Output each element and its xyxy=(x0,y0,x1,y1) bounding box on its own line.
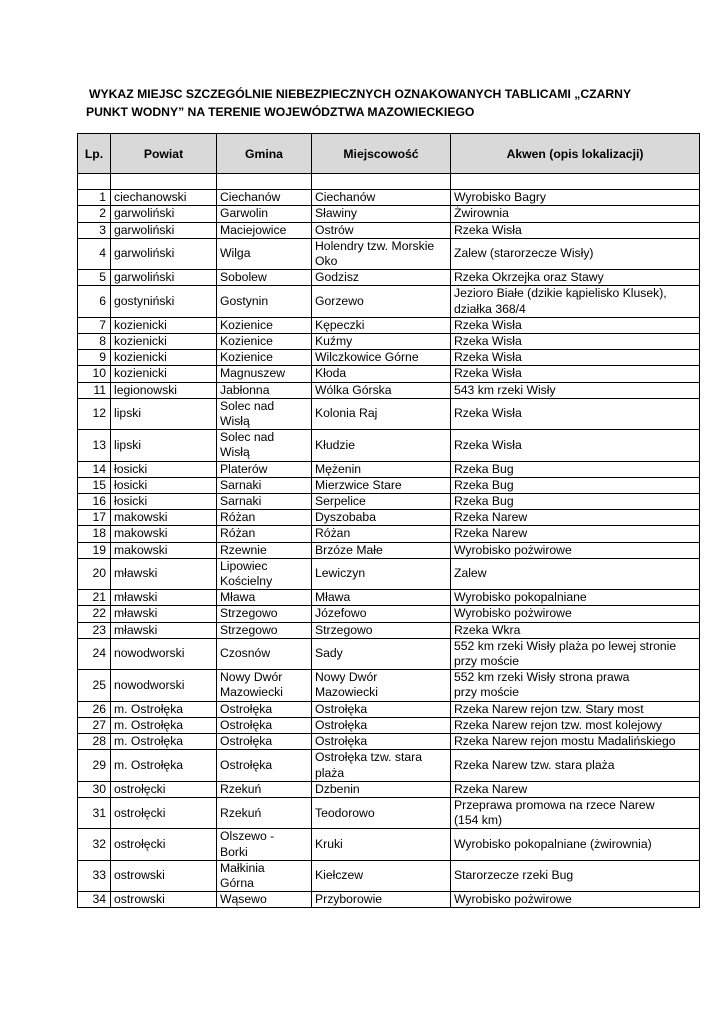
table-row xyxy=(78,238,700,269)
cell-miejscowosc: Kłoda xyxy=(312,366,451,382)
cell-gmina: Sobolew xyxy=(217,270,312,286)
cell-gmina: Sarnaki xyxy=(217,477,312,493)
cell-powiat: kozienicki xyxy=(111,334,217,350)
cell-lp: 14 xyxy=(78,461,111,477)
cell-powiat: garwoliński xyxy=(111,222,217,238)
table-row xyxy=(78,701,700,717)
cell-lp: 25 xyxy=(78,670,111,701)
cell-miejscowosc-line: Nowy Dwór xyxy=(315,670,378,685)
cell-akwen: Rzeka Wisła xyxy=(451,222,700,238)
cell-miejscowosc-line: Ostrołęka tzw. stara xyxy=(315,750,423,765)
cell-gmina-line: Olszewo - xyxy=(220,829,275,844)
cell-miejscowosc: Różan xyxy=(312,526,451,542)
cell-akwen: Rzeka Wisła xyxy=(451,317,700,333)
cell-miejscowosc: Gorzewo xyxy=(312,286,451,317)
cell-miejscowosc: Ostrołęka xyxy=(312,717,451,733)
table-row xyxy=(78,350,700,366)
cell-gmina: Strzegowo xyxy=(217,622,312,638)
cell-miejscowosc: Ostrołęka xyxy=(312,701,451,717)
cell-miejscowosc: Przyborowie xyxy=(312,892,451,908)
cell-akwen-line: (154 km) xyxy=(454,813,503,828)
cell-miejscowosc: Kiełczew xyxy=(312,860,451,891)
cell-powiat: ostrowski xyxy=(111,860,217,891)
cell-miejscowosc: Kępeczki xyxy=(312,317,451,333)
cell-akwen-line: przy moście xyxy=(454,685,520,700)
cell-gmina xyxy=(217,860,312,891)
cell-powiat: mławski xyxy=(111,622,217,638)
cell-lp: 3 xyxy=(78,222,111,238)
table-row xyxy=(78,270,700,286)
cell-gmina: Gostynin xyxy=(217,286,312,317)
cell-powiat: nowodworski xyxy=(111,670,217,701)
cell-powiat: ciechanowski xyxy=(111,190,217,206)
cell-akwen: Rzeka Wkra xyxy=(451,622,700,638)
spacer-cell xyxy=(111,174,217,190)
cell-akwen: Rzeka Narew rejon mostu Madalińskiego xyxy=(451,734,700,750)
cell-akwen: Rzeka Wisła xyxy=(451,398,700,429)
cell-akwen: Wyrobisko pokopalniane xyxy=(451,590,700,606)
cell-gmina xyxy=(217,829,312,860)
table-row xyxy=(78,717,700,733)
title-line-1: WYKAZ MIEJSC SZCZEGÓLNIE NIEBEZPIECZNYCH OZNAKOWANYCH TABLICAMI „CZARNY xyxy=(89,87,632,101)
cell-gmina-line: Kościelny xyxy=(220,574,273,589)
black-spots-table xyxy=(77,133,700,908)
cell-gmina-line: Górna xyxy=(220,875,254,890)
cell-gmina-line: Borki xyxy=(220,844,248,859)
cell-lp: 15 xyxy=(78,477,111,493)
cell-lp: 10 xyxy=(78,366,111,382)
cell-lp: 8 xyxy=(78,334,111,350)
cell-lp: 27 xyxy=(78,717,111,733)
cell-powiat: ostrowski xyxy=(111,892,217,908)
cell-powiat: makowski xyxy=(111,542,217,558)
cell-gmina: Platerów xyxy=(217,461,312,477)
cell-miejscowosc: Brzóze Małe xyxy=(312,542,451,558)
table-row xyxy=(78,334,700,350)
cell-lp: 20 xyxy=(78,558,111,589)
table-row xyxy=(78,606,700,622)
spacer-cell xyxy=(312,174,451,190)
cell-miejscowosc: Sławiny xyxy=(312,206,451,222)
cell-miejscowosc: Kłudzie xyxy=(312,430,451,461)
cell-miejscowosc: Dyszobaba xyxy=(312,510,451,526)
cell-gmina: Ostrołęka xyxy=(217,750,312,781)
table-row xyxy=(78,206,700,222)
cell-lp: 24 xyxy=(78,638,111,669)
title-line-2: PUNKT WODNY” NA TERENIE WOJEWÓDZTWA MAZOWIECKIEGO xyxy=(86,104,475,119)
cell-lp: 28 xyxy=(78,734,111,750)
cell-akwen xyxy=(451,638,700,669)
cell-akwen-line: przy moście xyxy=(454,654,520,669)
cell-akwen: Rzeka Narew xyxy=(451,526,700,542)
table-row xyxy=(78,590,700,606)
cell-akwen-line: Jezioro Białe (dzikie kąpielisko Klusek), xyxy=(454,286,667,301)
table-row xyxy=(78,670,700,701)
cell-akwen: Wyrobisko pożwirowe xyxy=(451,606,700,622)
cell-akwen-line: Przeprawa promowa na rzece Narew xyxy=(454,797,655,812)
cell-gmina xyxy=(217,430,312,461)
cell-lp: 17 xyxy=(78,510,111,526)
cell-miejscowosc: Strzegowo xyxy=(312,622,451,638)
cell-powiat: ostrołęcki xyxy=(111,829,217,860)
cell-lp: 32 xyxy=(78,829,111,860)
cell-gmina-line: Solec nad xyxy=(220,430,275,445)
cell-gmina: Różan xyxy=(217,510,312,526)
cell-powiat: łosicki xyxy=(111,494,217,510)
cell-gmina: Wilga xyxy=(217,238,312,269)
cell-akwen: Rzeka Wisła xyxy=(451,334,700,350)
cell-akwen xyxy=(451,670,700,701)
cell-miejscowosc: Kolonia Raj xyxy=(312,398,451,429)
table-row xyxy=(78,781,700,797)
cell-gmina: Garwolin xyxy=(217,206,312,222)
cell-gmina: Ciechanów xyxy=(217,190,312,206)
cell-akwen: Rzeka Bug xyxy=(451,477,700,493)
cell-powiat: nowodworski xyxy=(111,638,217,669)
table-row xyxy=(78,558,700,589)
cell-akwen: Rzeka Narew tzw. stara plaża xyxy=(451,750,700,781)
cell-gmina: Różan xyxy=(217,526,312,542)
cell-powiat: legionowski xyxy=(111,382,217,398)
table-row xyxy=(78,829,700,860)
cell-lp: 16 xyxy=(78,494,111,510)
cell-miejscowosc xyxy=(312,750,451,781)
cell-powiat: garwoliński xyxy=(111,206,217,222)
table-row xyxy=(78,734,700,750)
cell-powiat: kozienicki xyxy=(111,366,217,382)
cell-akwen: Rzeka Narew xyxy=(451,510,700,526)
cell-powiat: m. Ostrołęka xyxy=(111,701,217,717)
cell-miejscowosc: Ostrów xyxy=(312,222,451,238)
cell-gmina: Ostrołęka xyxy=(217,701,312,717)
cell-gmina: Ostrołęka xyxy=(217,734,312,750)
cell-miejscowosc: Józefowo xyxy=(312,606,451,622)
cell-gmina xyxy=(217,670,312,701)
cell-powiat: m. Ostrołęka xyxy=(111,717,217,733)
cell-lp: 33 xyxy=(78,860,111,891)
cell-miejscowosc: Wólka Górska xyxy=(312,382,451,398)
table-row xyxy=(78,526,700,542)
cell-lp: 5 xyxy=(78,270,111,286)
cell-miejscowosc: Mierzwice Stare xyxy=(312,477,451,493)
cell-akwen: Wyrobisko Bagry xyxy=(451,190,700,206)
cell-powiat: ostrołęcki xyxy=(111,797,217,828)
cell-lp: 23 xyxy=(78,622,111,638)
table-row xyxy=(78,494,700,510)
cell-akwen: Rzeka Narew rejon tzw. most kolejowy xyxy=(451,717,700,733)
cell-gmina-line: Małkinia xyxy=(220,860,265,875)
cell-powiat: mławski xyxy=(111,606,217,622)
cell-miejscowosc: Mława xyxy=(312,590,451,606)
cell-gmina: Kozienice xyxy=(217,317,312,333)
cell-gmina: Mława xyxy=(217,590,312,606)
cell-gmina: Rzekuń xyxy=(217,797,312,828)
cell-lp: 9 xyxy=(78,350,111,366)
cell-powiat: ostrołęcki xyxy=(111,781,217,797)
table-row xyxy=(78,477,700,493)
table-row xyxy=(78,382,700,398)
cell-gmina-line: Wisłą xyxy=(220,445,250,460)
table-row xyxy=(78,797,700,828)
spacer-cell xyxy=(78,174,111,190)
cell-akwen: Rzeka Okrzejka oraz Stawy xyxy=(451,270,700,286)
table-row xyxy=(78,222,700,238)
cell-gmina: Kozienice xyxy=(217,350,312,366)
cell-miejscowosc: Godzisz xyxy=(312,270,451,286)
table-row xyxy=(78,892,700,908)
cell-akwen xyxy=(451,286,700,317)
cell-miejscowosc: Ostrołęka xyxy=(312,734,451,750)
cell-lp: 12 xyxy=(78,398,111,429)
cell-miejscowosc: Teodorowo xyxy=(312,797,451,828)
cell-miejscowosc: Lewiczyn xyxy=(312,558,451,589)
cell-lp: 26 xyxy=(78,701,111,717)
cell-gmina-line: Lipowiec xyxy=(220,558,268,573)
header-gmina: Gmina xyxy=(217,134,312,174)
table-row xyxy=(78,366,700,382)
cell-akwen: Żwirownia xyxy=(451,206,700,222)
cell-lp: 11 xyxy=(78,382,111,398)
cell-gmina: Rzewnie xyxy=(217,542,312,558)
cell-gmina xyxy=(217,558,312,589)
spacer-cell xyxy=(451,174,700,190)
cell-akwen: Rzeka Narew xyxy=(451,781,700,797)
cell-akwen: 543 km rzeki Wisły xyxy=(451,382,700,398)
cell-lp: 18 xyxy=(78,526,111,542)
table-row xyxy=(78,638,700,669)
header-akwen: Akwen (opis lokalizacji) xyxy=(451,134,700,174)
cell-miejscowosc: Serpelice xyxy=(312,494,451,510)
cell-powiat: kozienicki xyxy=(111,317,217,333)
cell-akwen-line: działka 368/4 xyxy=(454,301,526,316)
table-header-row xyxy=(78,134,700,174)
cell-powiat: mławski xyxy=(111,558,217,589)
cell-lp: 31 xyxy=(78,797,111,828)
cell-powiat: makowski xyxy=(111,526,217,542)
table-row xyxy=(78,860,700,891)
cell-lp: 7 xyxy=(78,317,111,333)
cell-gmina: Wąsewo xyxy=(217,892,312,908)
cell-powiat: łosicki xyxy=(111,477,217,493)
cell-akwen: Rzeka Narew rejon tzw. Stary most xyxy=(451,701,700,717)
cell-gmina: Czosnów xyxy=(217,638,312,669)
cell-powiat: makowski xyxy=(111,510,217,526)
table-row xyxy=(78,542,700,558)
header-miejscowosc: Miejscowość xyxy=(312,134,451,174)
cell-miejscowosc: Sady xyxy=(312,638,451,669)
table-row xyxy=(78,398,700,429)
cell-gmina-line: Wisłą xyxy=(220,414,250,429)
document-title xyxy=(86,86,646,121)
cell-akwen: Rzeka Wisła xyxy=(451,350,700,366)
cell-lp: 1 xyxy=(78,190,111,206)
cell-lp: 19 xyxy=(78,542,111,558)
cell-lp: 34 xyxy=(78,892,111,908)
cell-miejscowosc: Kuźmy xyxy=(312,334,451,350)
table-row xyxy=(78,430,700,461)
cell-gmina: Magnuszew xyxy=(217,366,312,382)
cell-miejscowosc: Kruki xyxy=(312,829,451,860)
cell-gmina-line: Nowy Dwór xyxy=(220,670,283,685)
table-row xyxy=(78,190,700,206)
cell-gmina-line: Solec nad xyxy=(220,398,275,413)
cell-akwen: Rzeka Wisła xyxy=(451,366,700,382)
cell-lp: 29 xyxy=(78,750,111,781)
cell-miejscowosc: Ciechanów xyxy=(312,190,451,206)
cell-akwen-line: 552 km rzeki Wisły strona prawa xyxy=(454,670,630,685)
table-spacer-row xyxy=(78,174,700,190)
table-row xyxy=(78,317,700,333)
cell-lp: 21 xyxy=(78,590,111,606)
cell-powiat: lipski xyxy=(111,430,217,461)
cell-powiat: garwoliński xyxy=(111,238,217,269)
cell-gmina: Sarnaki xyxy=(217,494,312,510)
cell-akwen: Wyrobisko pokopalniane (żwirownia) xyxy=(451,829,700,860)
cell-miejscowosc-line: Oko xyxy=(315,254,338,268)
spacer-cell xyxy=(217,174,312,190)
table-body xyxy=(78,174,700,908)
cell-miejscowosc-line: plaża xyxy=(315,765,345,780)
cell-gmina: Kozienice xyxy=(217,334,312,350)
cell-miejscowosc-line: Holendry tzw. Morskie xyxy=(315,238,435,253)
cell-gmina: Jabłonna xyxy=(217,382,312,398)
table-row xyxy=(78,510,700,526)
table-row xyxy=(78,622,700,638)
cell-powiat: gostyniński xyxy=(111,286,217,317)
cell-miejscowosc: Mężenin xyxy=(312,461,451,477)
cell-gmina: Strzegowo xyxy=(217,606,312,622)
cell-akwen: Rzeka Bug xyxy=(451,461,700,477)
cell-lp: 30 xyxy=(78,781,111,797)
cell-miejscowosc-line: Mazowiecki xyxy=(315,685,378,700)
header-lp: Lp. xyxy=(78,134,111,174)
cell-akwen: Zalew (starorzecze Wisły) xyxy=(451,238,700,269)
cell-powiat: łosicki xyxy=(111,461,217,477)
cell-miejscowosc: Dzbenin xyxy=(312,781,451,797)
cell-powiat: m. Ostrołęka xyxy=(111,734,217,750)
table-row xyxy=(78,461,700,477)
cell-akwen: Wyrobisko pożwirowe xyxy=(451,892,700,908)
cell-gmina: Ostrołęka xyxy=(217,717,312,733)
cell-miejscowosc: Wilczkowice Górne xyxy=(312,350,451,366)
cell-miejscowosc xyxy=(312,670,451,701)
cell-lp: 2 xyxy=(78,206,111,222)
header-powiat: Powiat xyxy=(111,134,217,174)
cell-akwen: Rzeka Bug xyxy=(451,494,700,510)
cell-akwen xyxy=(451,797,700,828)
cell-powiat: mławski xyxy=(111,590,217,606)
cell-akwen: Zalew xyxy=(451,558,700,589)
cell-lp: 22 xyxy=(78,606,111,622)
cell-gmina-line: Mazowiecki xyxy=(220,685,283,700)
cell-miejscowosc xyxy=(312,238,451,269)
cell-gmina: Maciejowice xyxy=(217,222,312,238)
cell-powiat: garwoliński xyxy=(111,270,217,286)
cell-powiat: lipski xyxy=(111,398,217,429)
cell-lp: 6 xyxy=(78,286,111,317)
cell-akwen: Starorzecze rzeki Bug xyxy=(451,860,700,891)
cell-akwen-line: 552 km rzeki Wisły plaża po lewej stronie xyxy=(454,638,677,653)
table-row xyxy=(78,750,700,781)
table-row xyxy=(78,286,700,317)
cell-gmina: Rzekuń xyxy=(217,781,312,797)
cell-akwen: Rzeka Wisła xyxy=(451,430,700,461)
cell-akwen: Wyrobisko pożwirowe xyxy=(451,542,700,558)
cell-lp: 4 xyxy=(78,238,111,269)
cell-gmina xyxy=(217,398,312,429)
cell-powiat: kozienicki xyxy=(111,350,217,366)
cell-powiat: m. Ostrołęka xyxy=(111,750,217,781)
cell-lp: 13 xyxy=(78,430,111,461)
